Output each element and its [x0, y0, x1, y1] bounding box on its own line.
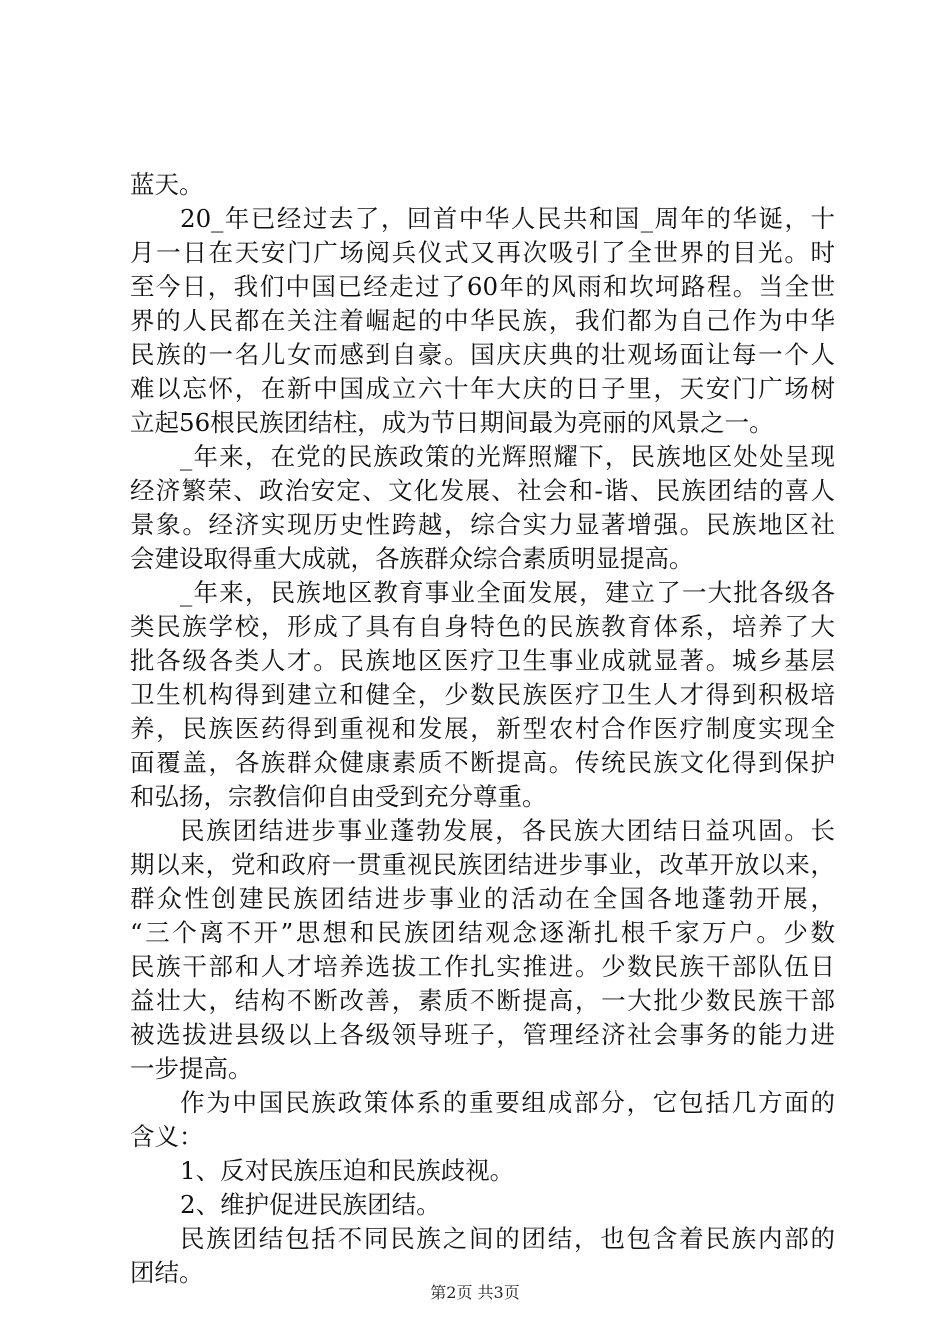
text-line: 被选拔进县级以上各级领导班子，管理经济社会事务的能力进 — [130, 1020, 835, 1049]
text-line: 至今日，我们中国已经走过了60年的风雨和坎坷路程。当全世 — [130, 272, 835, 301]
text-line: 群众性创建民族团结进步事业的活动在全国各地蓬勃开展， — [130, 884, 835, 913]
text-line: 和弘扬，宗教信仰自由受到充分尊重。 — [130, 782, 547, 811]
text-line: 团结。 — [130, 1258, 204, 1287]
text-line: 含义： — [130, 1122, 204, 1151]
text-line: 期以来，党和政府一贯重视民族团结进步事业，改革开放以来， — [130, 850, 835, 879]
text-line: 难以忘怀，在新中国成立六十年大庆的日子里，天安门广场树 — [130, 374, 835, 403]
text-line: “三个离不开”思想和民族团结观念逐渐扎根千家万户。少数 — [130, 918, 835, 947]
text-line: 月一日在天安门广场阅兵仪式又再次吸引了全世界的目光。时 — [130, 238, 835, 267]
text-line: 养，民族医药得到重视和发展，新型农村合作医疗制度实现全 — [130, 714, 835, 743]
text-line: 立起56根民族团结柱，成为节日期间最为亮丽的风景之一。 — [130, 408, 774, 437]
text-line: 一步提高。 — [130, 1054, 253, 1083]
text-line: 民族干部和人才培养选拔工作扎实推进。少数民族干部队伍日 — [130, 952, 835, 981]
text-line: 益壮大，结构不断改善，素质不断提高，一大批少数民族干部 — [130, 986, 835, 1015]
text-line: 2、维护促进民族团结。 — [180, 1190, 441, 1219]
text-line: 经济繁荣、政治安定、文化发展、社会和-谐、民族团结的喜人 — [130, 476, 835, 505]
text-line: 景象。经济实现历史性跨越，综合实力显著增强。民族地区社 — [130, 510, 835, 539]
text-line: _年来，民族地区教育事业全面发展，建立了一大批各级各 — [180, 578, 835, 607]
text-line: 1、反对民族压迫和民族歧视。 — [180, 1156, 515, 1185]
text-line: 民族团结包括不同民族之间的团结，也包含着民族内部的 — [180, 1224, 835, 1253]
text-line: 面覆盖，各族群众健康素质不断提高。传统民族文化得到保护 — [130, 748, 835, 777]
text-line: 民族团结进步事业蓬勃发展，各民族大团结日益巩固。长 — [180, 816, 835, 845]
text-line: 批各级各类人才。民族地区医疗卫生事业成就显著。城乡基层 — [130, 646, 835, 675]
text-line: 民族的一名儿女而感到自豪。国庆庆典的壮观场面让每一个人 — [130, 340, 835, 369]
page-footer: 第2页 共3页 — [430, 1283, 520, 1302]
text-line: 类民族学校，形成了具有自身特色的民族教育体系，培养了大 — [130, 612, 835, 641]
text-line: 卫生机构得到建立和健全，少数民族医疗卫生人才得到积极培 — [130, 680, 835, 709]
text-line: 界的人民都在关注着崛起的中华民族，我们都为自己作为中华 — [130, 306, 835, 335]
text-line: 20_年已经过去了，回首中华人民共和国_周年的华诞，十 — [180, 204, 835, 233]
text-line: 蓝天。 — [130, 170, 204, 199]
text-line: _年来，在党的民族政策的光辉照耀下，民族地区处处呈现 — [180, 442, 835, 471]
text-line: 作为中国民族政策体系的重要组成部分，它包括几方面的 — [180, 1088, 835, 1117]
text-line: 会建设取得重大成就，各族群众综合素质明显提高。 — [130, 544, 694, 573]
document-body — [130, 168, 835, 1290]
